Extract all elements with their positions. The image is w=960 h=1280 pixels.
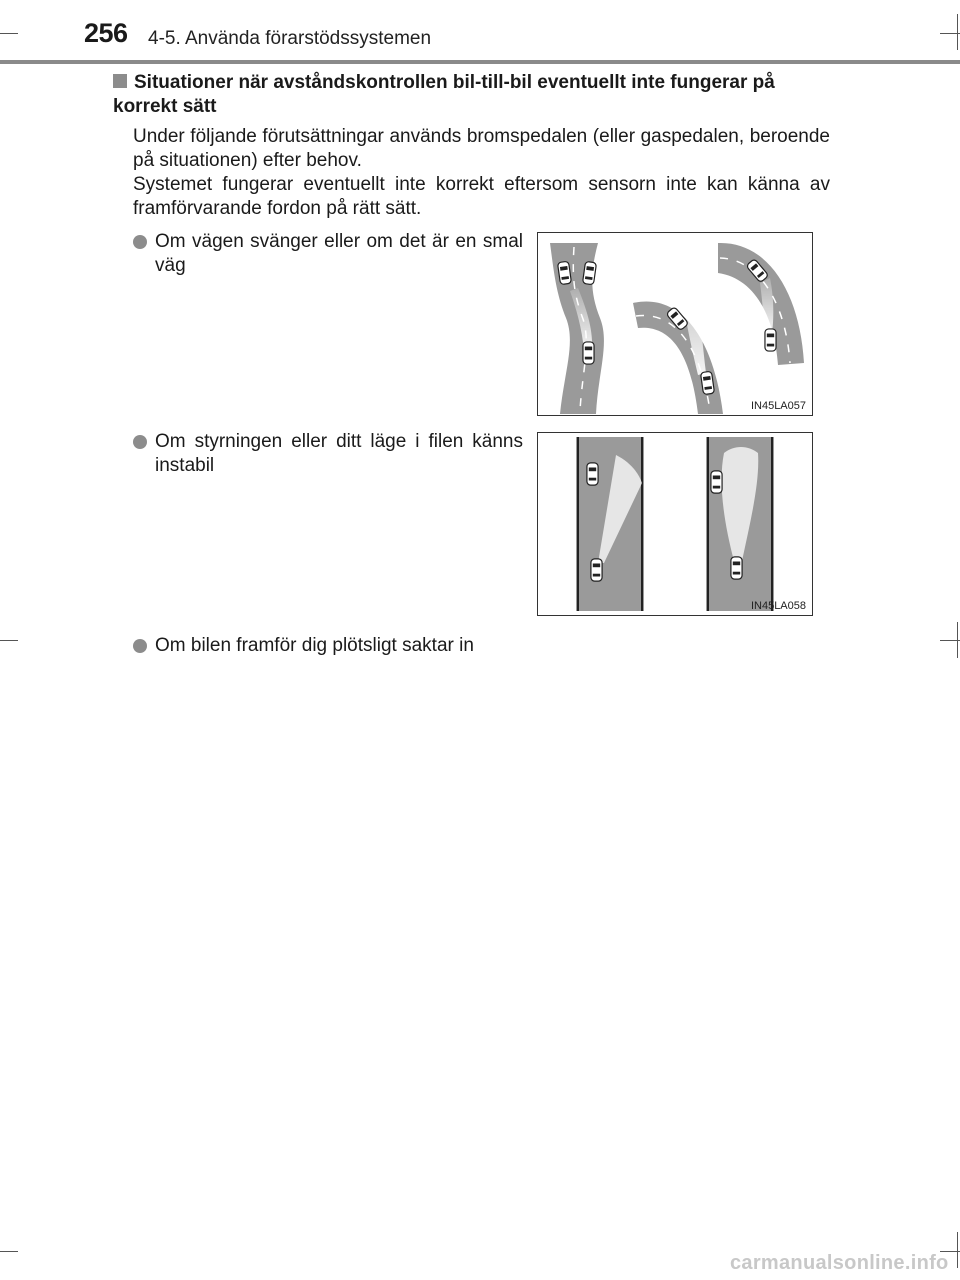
- figure-curved-roads: [537, 232, 813, 416]
- bullet-item: [133, 230, 523, 278]
- figure-straight-lanes: [537, 432, 813, 616]
- crop-mark: [957, 14, 958, 50]
- crop-mark: [0, 33, 18, 34]
- intro-paragraph: Systemet fungerar eventuellt inte korrekt eftersom sensorn inte kan känna av framförvarande fordon på rätt sätt.: [133, 174, 830, 219]
- figure-code: IN45LA057: [750, 400, 806, 412]
- bullet-text: Om styrningen eller ditt läge i filen känns instabil: [155, 431, 523, 476]
- crop-mark: [957, 1232, 958, 1268]
- page-number: 256: [84, 18, 128, 48]
- bullet-text: Om bilen framför dig plötsligt saktar in: [155, 635, 474, 656]
- figure-code: IN45LA058: [750, 600, 806, 612]
- bullet-dot-icon: [133, 639, 147, 653]
- crop-mark: [957, 622, 958, 658]
- section-heading: [113, 71, 843, 119]
- crop-mark: [0, 640, 18, 641]
- header-rule: [0, 60, 960, 64]
- heading-square-icon: [113, 74, 127, 88]
- bullet-item: [133, 430, 523, 478]
- straight-lanes-illustration: [538, 433, 811, 614]
- chapter-title: 4-5. Använda förarstödssystemen: [148, 28, 432, 49]
- section-title: Situationer när avståndskontrollen bil-till-bil eventuellt inte fungerar på korrekt sätt: [113, 72, 775, 117]
- footer-watermark: carmanualsonline.info: [730, 1252, 949, 1274]
- intro-text: [133, 125, 830, 221]
- bullet-item: [133, 634, 553, 658]
- intro-paragraph: Under följande förutsättningar används bromspedalen (eller gaspedalen, beroende på situationen) efter behov.: [133, 126, 830, 171]
- bullet-dot-icon: [133, 435, 147, 449]
- curved-roads-illustration: [538, 233, 811, 414]
- bullet-text: Om vägen svänger eller om det är en smal väg: [155, 231, 523, 276]
- crop-mark: [0, 1251, 18, 1252]
- bullet-dot-icon: [133, 235, 147, 249]
